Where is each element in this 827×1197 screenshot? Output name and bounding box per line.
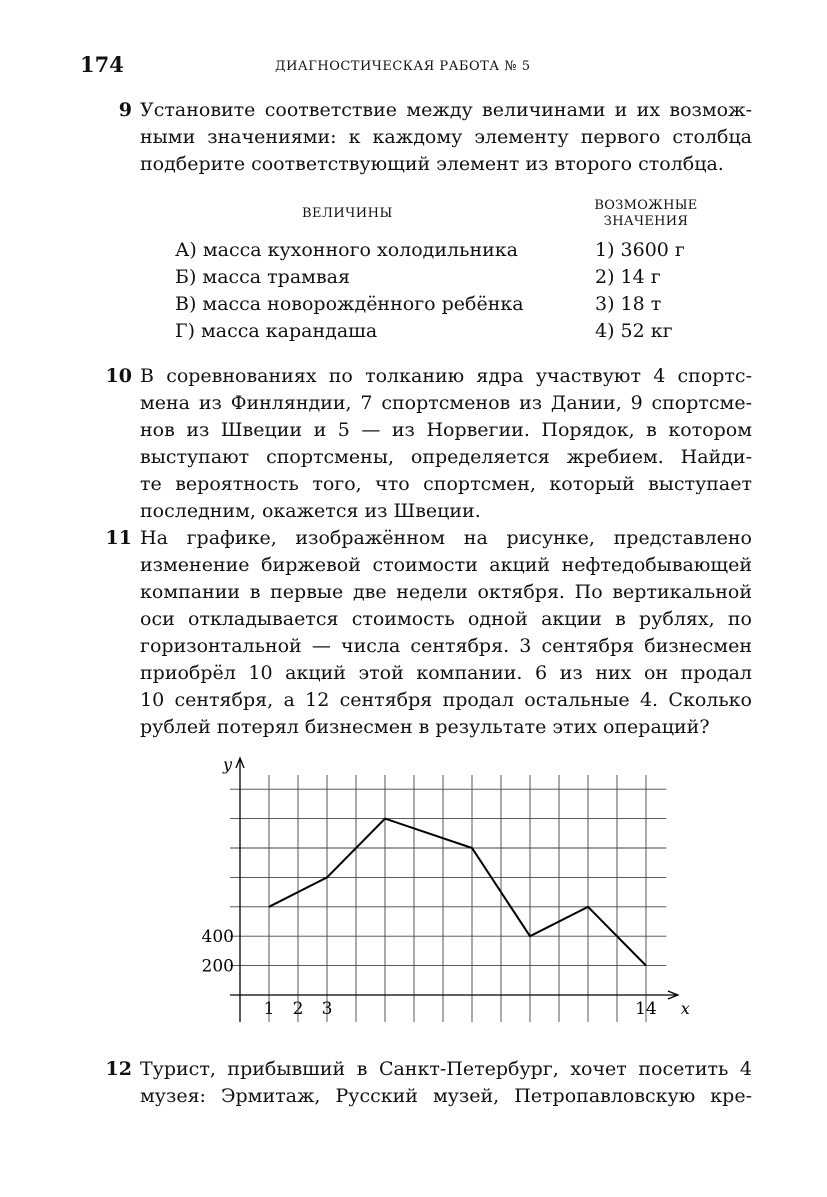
task-text <box>140 525 752 741</box>
x-axis-label: x <box>680 999 690 1018</box>
text-line: последним, окажется из Швеции. <box>140 500 481 522</box>
x-tick-label: 2 <box>292 999 304 1019</box>
running-title: ДИАГНОСТИЧЕСКАЯ РАБОТА № 5 <box>275 59 531 74</box>
column-header-values <box>578 198 714 230</box>
task-12 <box>105 1056 752 1110</box>
text-line: мена из Финляндии, 7 спортсменов из Дании, 9 спортсме- <box>140 392 752 414</box>
quantity-item: Б) масса трамвая <box>175 266 350 288</box>
task-10 <box>105 363 752 525</box>
x-tick-label: 14 <box>635 999 657 1019</box>
chart-axes <box>230 758 678 1022</box>
value-item: 2) 14 г <box>595 266 661 288</box>
y-axis-label: y <box>223 755 233 774</box>
task-11 <box>105 525 752 741</box>
x-tick-label: 3 <box>321 999 333 1019</box>
text-line: рублей потерял бизнесмен в результате этих операций? <box>140 716 710 738</box>
task-number: 9 <box>118 99 132 121</box>
quantity-item: А) масса кухонного холодильника <box>175 239 518 261</box>
stock-price-chart <box>190 750 690 1030</box>
quantity-item: Г) масса карандаша <box>175 320 378 342</box>
text-line: музея: Эрмитаж, Русский музей, Петропавловскую кре- <box>140 1085 752 1107</box>
task-number: 10 <box>105 365 132 387</box>
task-text <box>140 97 752 178</box>
text-line: горизонтальной — числа сентября. 3 сентября бизнесмен <box>140 635 752 657</box>
column-header-quantities: ВЕЛИЧИНЫ <box>302 206 393 221</box>
text-line: 10 сентября, а 12 сентября продал остальные 4. Сколько <box>140 689 752 711</box>
text-line: оси откладывается стоимость одной акции в рублях, по <box>140 608 752 630</box>
y-tick-label: 200 <box>201 956 234 977</box>
text-line: подберите соответствующий элемент из второго столбца. <box>140 153 724 175</box>
value-item: 1) 3600 г <box>595 239 685 261</box>
column-header-line: ЗНАЧЕНИЯ <box>603 214 689 229</box>
text-line: те вероятность того, что спортсмен, который выступает <box>140 473 752 495</box>
quantity-item: В) масса новорождённого ребёнка <box>175 293 524 315</box>
column-header-line: ВОЗМОЖНЫЕ <box>594 198 698 213</box>
chart-grid <box>230 775 666 1022</box>
text-line: Установите соответствие между величинами и их возмож- <box>140 99 752 121</box>
text-line: изменение биржевой стоимости акций нефтедобывающей <box>140 554 752 576</box>
y-tick-label: 400 <box>201 927 234 948</box>
task-number: 12 <box>105 1058 132 1080</box>
task-text <box>140 1056 752 1110</box>
text-line: Турист, прибывший в Санкт-Петербург, хочет посетить 4 <box>140 1058 752 1080</box>
text-line: приобрёл 10 акций этой компании. 6 из них он продал <box>140 662 752 684</box>
price-line <box>269 819 646 966</box>
value-item: 4) 52 кг <box>595 320 673 342</box>
text-line: нов из Швеции и 5 — из Норвегии. Порядок, в котором <box>140 419 752 441</box>
x-tick-label: 1 <box>263 999 275 1019</box>
text-line: ными значениями: к каждому элементу первого столбца <box>140 126 752 148</box>
page-number: 174 <box>80 52 124 77</box>
text-line: На графике, изображённом на рисунке, представлено <box>140 527 752 549</box>
task-number: 11 <box>105 527 132 549</box>
task-text <box>140 363 752 525</box>
value-item: 3) 18 т <box>595 293 662 315</box>
text-line: компании в первые две недели октября. По вертикальной <box>140 581 752 603</box>
chart-series <box>269 819 646 966</box>
text-line: В соревнованиях по толканию ядра участвуют 4 спортс- <box>140 365 752 387</box>
task-9 <box>118 97 752 178</box>
text-line: выступают спортсмены, определяется жребием. Найди- <box>140 446 752 468</box>
